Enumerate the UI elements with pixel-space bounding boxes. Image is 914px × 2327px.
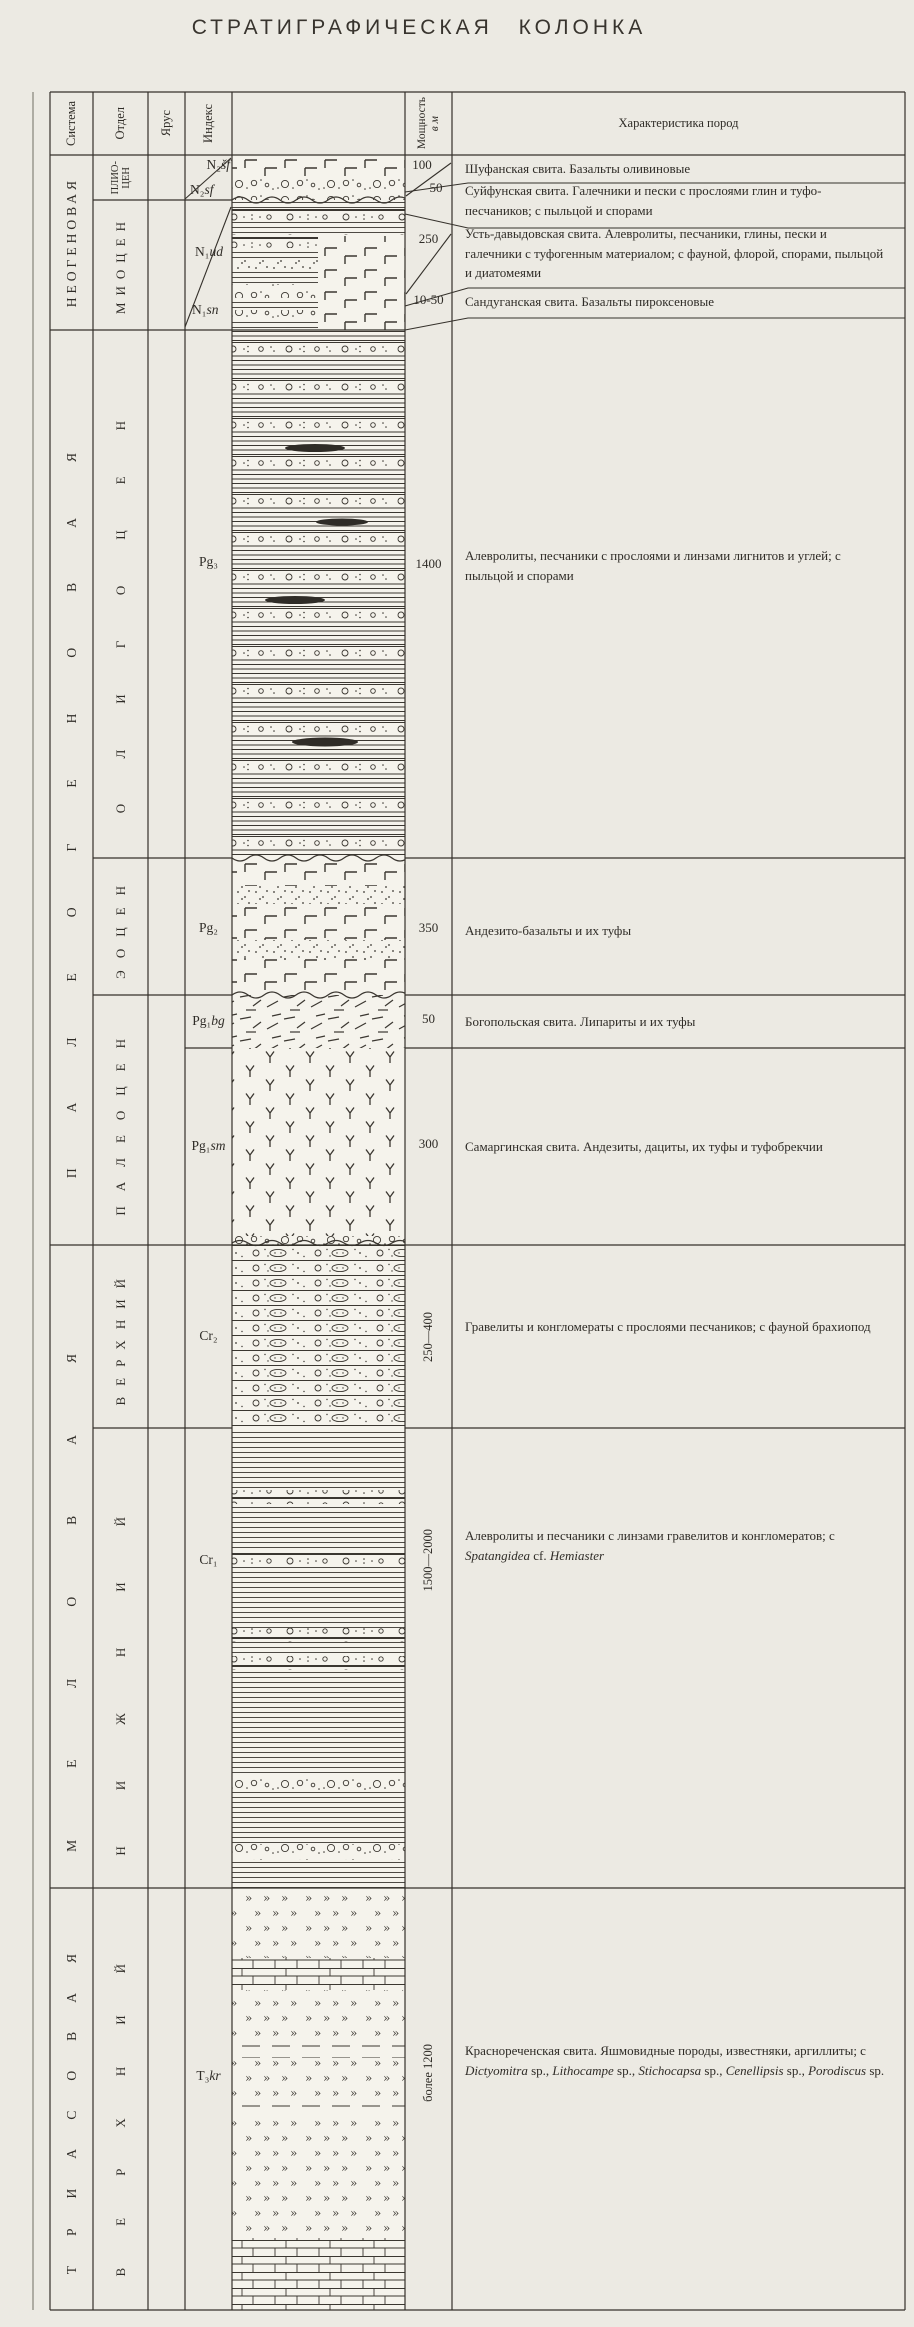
header-system: Система xyxy=(64,101,78,146)
grid-lines xyxy=(33,92,905,2310)
index-n2sf-lower: N₂sf xyxy=(190,182,214,197)
litho-band-conglomerate-gravelite xyxy=(232,1245,405,1428)
series-lower-cretaceous: НИЖНИЙ xyxy=(112,1460,128,1856)
thickness-cr1: 1500—2000 xyxy=(421,1528,435,1592)
thickness-pg2: 350 xyxy=(418,920,439,935)
system-neogene: НЕОГЕНОВАЯ xyxy=(63,177,79,308)
series-upper-cretaceous: ВЕРХНИЙ xyxy=(112,1267,128,1406)
system-paleogene: ПАЛЕОГЕНОВАЯ xyxy=(63,396,79,1179)
description-suifun: Суйфунская свита. Галечники и пески с прослоями глин и туфо-песчаников; с пыльцой и спорами xyxy=(465,183,822,218)
system-triassic: ТРИАСОВАЯ xyxy=(63,1923,79,2275)
litho-band-sandstone xyxy=(232,1628,405,1642)
litho-band-jasper xyxy=(232,1888,405,1958)
litho-band-argillite xyxy=(232,2098,405,2112)
index-n1-cell xyxy=(185,200,232,330)
thickness-sandugan: 10-50 xyxy=(413,292,444,307)
litho-basalt-wedge xyxy=(318,236,405,330)
header-index: Индекс xyxy=(201,104,215,143)
description-t3: Краснореченская свита. Яшмовидные породы, известняки, аргиллиты; с Dictyomitra sp., Lithocampe sp., Stichocapsa sp., Cenellipsis sp., Porodiscus sp. xyxy=(465,2043,885,2078)
thickness-suifun: 50 xyxy=(429,180,443,195)
litho-band-siltstone xyxy=(232,1790,405,1844)
description-cr2: Гравелиты и конгломераты с прослоями песчаников; с фауной брахиопод xyxy=(465,1319,871,1334)
index-cr1: Cr₁ xyxy=(199,1552,218,1567)
index-n1sn: N₁sn xyxy=(192,302,219,317)
litho-band-jasper xyxy=(232,1990,405,2042)
description-sandugan: Сандуганская свита. Базальты пироксеновые xyxy=(465,294,714,309)
index-n1ud: N₁ud xyxy=(195,244,223,259)
page-title: СТРАТИГРАФИЧЕСКАЯ КОЛОНКА xyxy=(191,16,647,39)
thickness-samargin: 300 xyxy=(418,1136,439,1151)
series-eocene: ЭОЦЕН xyxy=(112,874,128,979)
index-t3kr: T₃ kr xyxy=(196,2068,221,2083)
litho-band-siltstone xyxy=(232,222,405,234)
series-miocene: МИОЦЕН xyxy=(112,215,128,315)
index-n2-cell xyxy=(185,155,232,200)
system-cretaceous: МЕЛОВАЯ xyxy=(63,1281,79,1852)
description-bogopol: Богопольская свита. Липариты и их туфы xyxy=(465,1014,696,1029)
series-pliocene: ПЛИО- ЦЕН xyxy=(109,160,132,195)
index-pg1sm: Pg₁ sm xyxy=(191,1138,226,1153)
litho-band-siltstone xyxy=(232,1428,405,1490)
litho-band-limestone xyxy=(232,1958,405,1990)
litho-band-liparite xyxy=(232,995,405,1048)
header-characteristics: Характеристика пород xyxy=(618,116,739,130)
series-upper-triassic: ВЕРХНИЙ xyxy=(112,1921,128,2277)
lithology-column xyxy=(232,155,408,2310)
litho-band-oligocene-alternation xyxy=(232,330,405,858)
litho-band-siltstone xyxy=(232,1642,405,1656)
litho-band-conglomerate xyxy=(232,1236,405,1245)
litho-band-andesite xyxy=(232,1048,405,1236)
header-series: Отдел xyxy=(113,107,127,140)
litho-band-siltstone xyxy=(232,1566,405,1628)
litho-band-sandstone xyxy=(232,208,405,222)
header-thickness: Мощность в м xyxy=(416,97,441,150)
litho-band-basalt xyxy=(232,155,405,178)
litho-band-basalt xyxy=(232,858,405,886)
litho-band-siltstone xyxy=(232,1860,405,1888)
litho-band-jasper xyxy=(232,2058,405,2098)
litho-band-tuff-sand xyxy=(232,940,405,958)
series-oligocene: ОЛИГОЦЕН xyxy=(112,374,128,814)
description-pg2: Андезито-базальты и их туфы xyxy=(465,923,632,938)
litho-band-argillite xyxy=(232,2042,405,2058)
thickness-ustdavyd: 250 xyxy=(418,231,439,246)
thickness-bogopol: 50 xyxy=(422,1011,435,1026)
description-pg3: Алевролиты, песчаники с прослоями и линзами лигнитов и углей; с пыльцой и спорами xyxy=(465,548,841,583)
litho-band-conglomerate xyxy=(232,1844,405,1860)
header-stage: Ярус xyxy=(159,110,173,137)
index-cr2: Cr₂ xyxy=(199,1328,218,1343)
litho-band-sandstone xyxy=(232,1552,405,1566)
litho-band-conglomerate xyxy=(232,178,405,200)
index-pg2: Pg₂ xyxy=(199,920,218,935)
index-n2sf-upper: N₂šf xyxy=(206,157,230,172)
thickness-pg3: 1400 xyxy=(415,556,442,571)
index-pg1bg: Pg₁ bg xyxy=(192,1013,225,1028)
litho-band-basalt xyxy=(232,958,405,995)
description-ustdavyd: Усть-давыдовская свита. Алевролиты, песчаники, глины, пески и галечники с туфогенным материалом; с фауной, флорой, спорами, пыльцой и диатомеями xyxy=(465,226,884,280)
litho-band-sandstone xyxy=(232,1490,405,1504)
litho-band-basalt xyxy=(232,904,405,940)
litho-band-jasper xyxy=(232,2112,405,2238)
litho-band-conglomerate xyxy=(232,1774,405,1790)
description-cr1: Алевролиты и песчаники с линзами гравелитов и конгломератов; с Spatangidea cf. Hemiaster xyxy=(465,1528,835,1563)
litho-band-tuff-sand xyxy=(232,886,405,904)
description-samargin: Самаргинская свита. Андезиты, дациты, их туфы и туфобрекчии xyxy=(465,1139,823,1154)
litho-band-sandstone xyxy=(232,1656,405,1670)
litho-bands xyxy=(232,155,405,2310)
thickness-t3: более 1200 xyxy=(421,2043,435,2102)
litho-band-siltstone xyxy=(232,1504,405,1552)
thickness-shufan: 100 xyxy=(412,157,432,172)
litho-band-limestone xyxy=(232,2238,405,2310)
description-shufan: Шуфанская свита. Базальты оливиновые xyxy=(465,161,691,176)
litho-band-siltstone xyxy=(232,1670,405,1774)
thickness-cr2: 250—400 xyxy=(421,1311,435,1362)
index-pg3: Pg₃ xyxy=(199,554,218,569)
series-paleocene: ПАЛЕОЦЕН xyxy=(112,1024,128,1216)
